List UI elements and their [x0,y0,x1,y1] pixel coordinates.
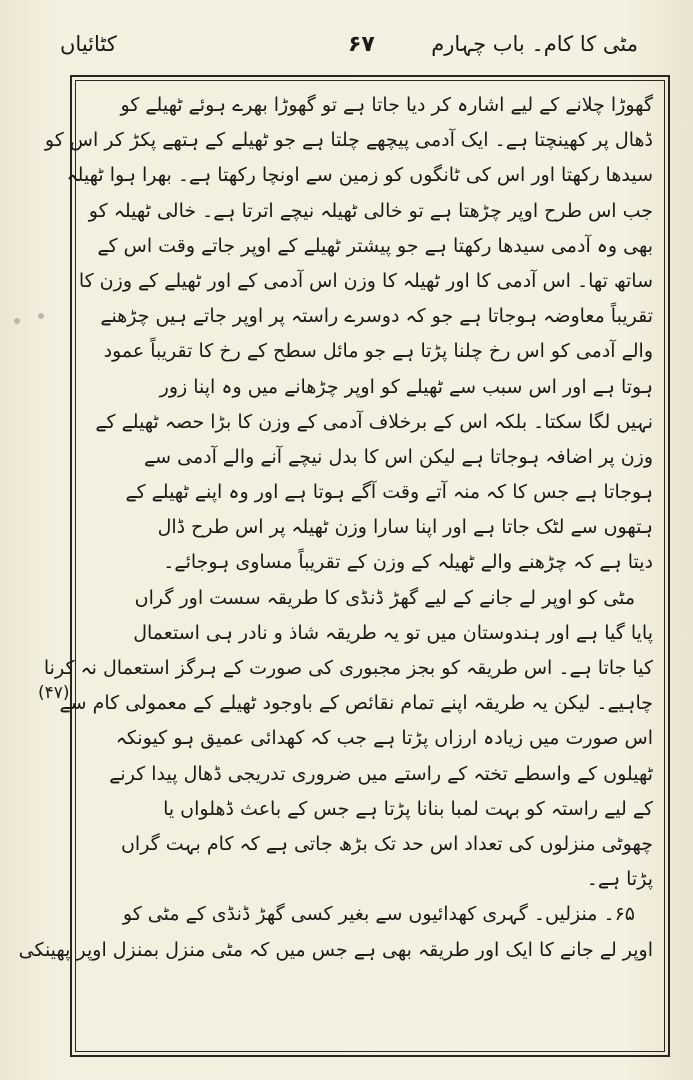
text-line: چاہیے۔ لیکن یہ طریقہ اپنے تمام نقائص کے باوجود ٹھیلے کے معمولی کام سے [59,692,653,715]
text-line: ہوجاتا ہے جس کا کہ منہ آتے وقت آگے ہوتا ہے اور وہ اپنے ٹھیلے کے [125,481,653,504]
page-number: ۶۷ [348,32,375,57]
text-line: کے لیے راستہ کو بہت لمبا بنانا پڑتا ہے جس کے باعث ڈھلواں یا [163,797,653,820]
text-line: چھوٹی منزلوں کی تعداد اس حد تک بڑھ جاتی ہے کہ کام بہت گراں [120,832,653,855]
text-line: دیتا ہے کہ چڑھنے والے ٹھیلہ کے وزن کے تقریباً مساوی ہوجائے۔ [163,551,653,574]
text-line: اوپر لے جانے کا ایک اور طریقہ بھی ہے جس میں کہ مٹی منزل بمنزل اوپر پھینکی [18,938,653,961]
text-line: وزن پر اضافہ ہوجاتا ہے لیکن اس کا بدل نیچے آنے والے آدمی سے [144,445,653,468]
text-line: والے آدمی کو اس رخ چلنا پڑتا ہے جو مائل سطح کے رخ کا تقریباً عمود [103,340,653,363]
text-line: سیدھا رکھتا اور اس کی ٹانگوں کو زمین سے اونچا رکھتا ہے۔ بھرا ہوا ٹھیلہ [66,164,653,187]
text-line: ٹھیلوں کے واسطے تختہ کے راستے میں ضروری تدریجی ڈھال پیدا کرنے [109,762,653,785]
page-header [60,20,638,70]
text-line: کیا جاتا ہے۔ اس طریقہ کو بجز مجبوری کی صورت کے ہرگز استعمال نہ کرنا [43,657,653,679]
margin-note: (۴۷) [38,683,70,703]
text-line: نہیں لگا سکتا۔ بلکہ اس کے برخلاف آدمی کے وزن کا بڑا حصہ ٹھیلے کے [95,410,653,433]
chapter-heading: مٹی کا کام۔ باب چہارم [431,32,638,56]
text-line: ساتھ تھا۔ اس آدمی کا اور ٹھیلہ کا وزن اس آدمی کے اور ٹھیلے کے وزن کا [78,269,653,292]
text-line: ہوتا ہے اور اس سبب سے ٹھیلے کو اوپر چڑھانے میں وہ اپنا زور [159,375,653,398]
text-line: ہتھوں سے لٹک جاتا ہے اور اپنا سارا وزن ٹھیلہ پر اس طرح ڈال [157,516,653,539]
text-line: جب اس طرح اوپر چڑھتا ہے تو خالی ٹھیلہ نیچے اترتا ہے۔ خالی ٹھیلہ کو [88,199,653,222]
text-line: تقریباً معاوضہ ہوجاتا ہے جو کہ دوسرے راستہ پر اوپر جاتے ہیں چڑھنے [100,305,653,328]
text-line: مٹی کو اوپر لے جانے کے لیے گھڑ ڈنڈی کا طریقہ سست اور گراں [134,586,635,609]
text-line: پایا گیا ہے اور ہندوستان میں تو یہ طریقہ شاذ و نادر ہی استعمال [133,621,653,644]
text-line: گھوڑا چلانے کے لیے اشارہ کر دیا جاتا ہے تو گھوڑا بھرے ہوئے ٹھیلے کو [120,94,653,116]
text-line: اس صورت میں زیادہ ارزاں پڑتا ہے جب کہ کھدائی عمیق ہو کیونکہ [115,727,653,750]
text-line: پڑتا ہے۔ [586,868,653,891]
section-heading-line: ۶۵۔ منزلیں۔ گہری کھدائیوں سے بغیر کسی گھڑ ڈنڈی کے مٹی کو [122,903,635,926]
text-line: ڈھال پر کھینچتا ہے۔ ایک آدمی پیچھے چلتا ہے جو ٹھیلے کے ہتھے پکڑ کر اس کو [44,129,653,152]
paper-speck [14,318,20,324]
running-title: کٹائیاں [60,32,117,56]
text-line: بھی وہ آدمی سیدھا رکھتا ہے جو پیشتر ٹھیلے کے اوپر جاتے وقت اس کے [97,234,653,257]
paper-speck [38,313,44,319]
